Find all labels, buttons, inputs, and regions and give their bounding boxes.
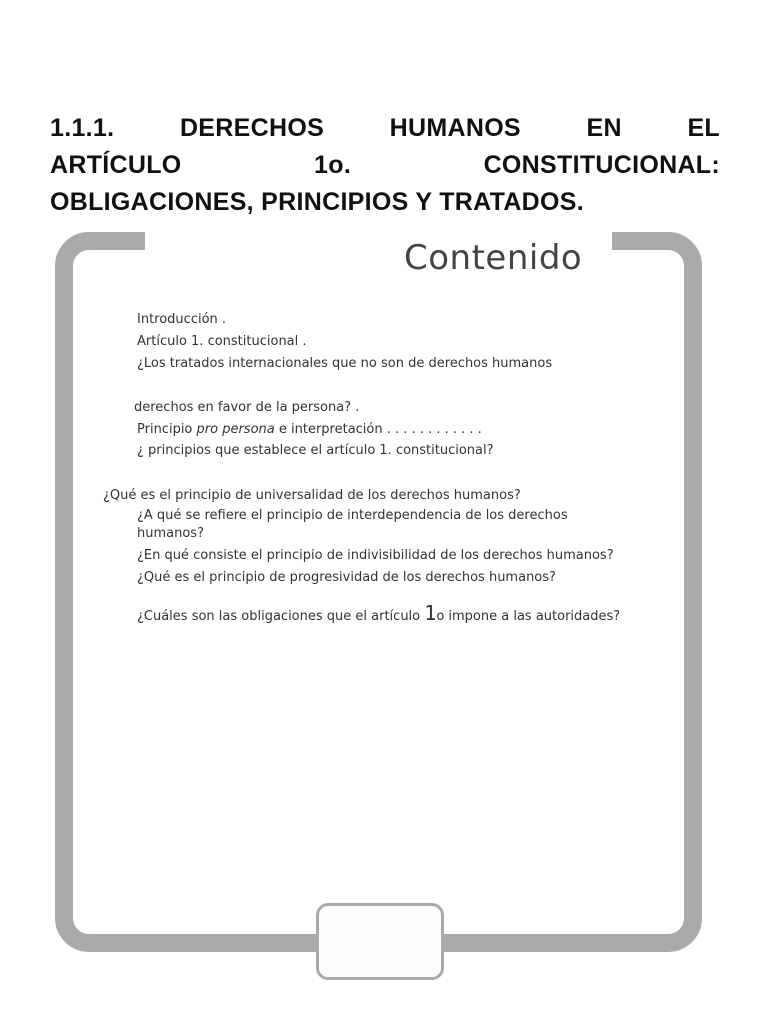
toc-item: derechos en favor de la persona? .: [134, 400, 360, 415]
contents-heading: Contenido: [404, 238, 583, 278]
toc-italic-text: pro persona: [196, 422, 275, 437]
toc-text: e interpretación . . . . . . . . . . . .: [274, 422, 482, 437]
toc-item: [137, 422, 482, 437]
section-title: [50, 110, 720, 221]
toc-text: ¿Cuáles son las obligaciones que el artículo: [137, 609, 425, 624]
toc-item: ¿Qué es el principio de universalidad de los derechos humanos?: [103, 488, 521, 503]
toc-text: Principio: [137, 422, 197, 437]
toc-item: [137, 601, 620, 625]
toc-item: ¿Los tratados internacionales que no son de derechos humanos: [137, 356, 553, 371]
toc-text: o impone a las autoridades?: [436, 609, 621, 624]
toc-item: ¿A qué se refiere el principio de interdependencia de los derechos: [137, 508, 568, 523]
title-line-1: 1.1.1. DERECHOS HUMANOS EN EL: [50, 114, 720, 142]
toc-item: Artículo 1. constitucional .: [137, 334, 307, 349]
title-line-3: OBLIGACIONES, PRINCIPIOS Y TRATADOS.: [50, 188, 585, 216]
toc-item: ¿En qué consiste el principio de indivisibilidad de los derechos humanos?: [137, 548, 614, 563]
toc-item: Introducción .: [137, 312, 227, 327]
toc-item: ¿Qué es el principio de progresividad de los derechos humanos?: [137, 570, 556, 585]
toc-item: ¿ principios que establece el artículo 1. constitucional?: [137, 443, 494, 458]
toc-number: 1: [424, 601, 437, 625]
frame-bottom-tab: [316, 903, 444, 980]
title-line-2: ARTÍCULO 1o. CONSTITUCIONAL:: [50, 151, 720, 179]
toc-item: humanos?: [137, 526, 204, 541]
